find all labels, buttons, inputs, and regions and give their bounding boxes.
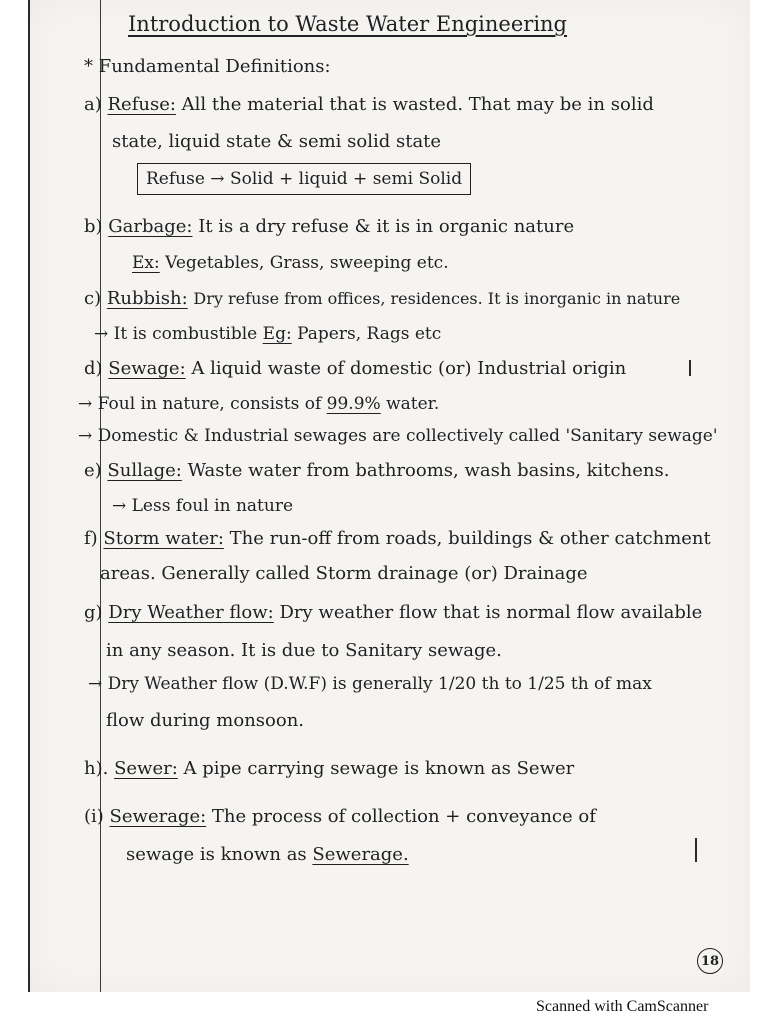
definition-storm-water xyxy=(84,530,711,548)
definition-text: A liquid waste of domestic (or) Industrial origin xyxy=(191,358,627,379)
definition-dry-weather-flow xyxy=(84,604,702,622)
refuse-box: Refuse → Solid + liquid + semi Solid xyxy=(137,163,471,195)
sewage-note-2: → Domestic & Industrial sewages are collectively called 'Sanitary sewage' xyxy=(78,426,718,446)
definition-text-cont: in any season. It is due to Sanitary sewage. xyxy=(106,640,502,661)
margin-line xyxy=(100,0,101,992)
definition-text: Waste water from bathrooms, wash basins, kitchens. xyxy=(187,460,670,481)
example-text: Vegetables, Grass, sweeping etc. xyxy=(165,253,449,273)
item-marker: f) xyxy=(84,528,98,549)
definition-rubbish xyxy=(84,290,680,308)
percent-value: 99.9% xyxy=(326,394,381,414)
definition-sewerage xyxy=(84,808,596,826)
example-text: Papers, Rags etc xyxy=(297,324,442,344)
item-marker: e) xyxy=(84,460,102,481)
item-marker: g) xyxy=(84,602,103,623)
definition-text: sewage is known as xyxy=(126,844,307,865)
term-sewerage: Sewerage: xyxy=(109,806,207,827)
rubbish-note xyxy=(94,326,441,343)
example-label: Eg: xyxy=(262,324,292,344)
term-sullage: Sullage: xyxy=(107,460,182,481)
sewerage-text-cont xyxy=(126,846,409,864)
definition-text: The run-off from roads, buildings & other catchment xyxy=(229,528,711,549)
term-dry-weather-flow: Dry Weather flow: xyxy=(108,602,274,623)
definition-text: Dry weather flow that is normal flow available xyxy=(279,602,703,623)
margin-tick xyxy=(695,838,697,862)
term-sewage: Sewage: xyxy=(108,358,186,379)
scanner-watermark: Scanned with CamScanner xyxy=(536,998,709,1015)
definition-text: A pipe carrying sewage is known as Sewer xyxy=(183,758,575,779)
item-marker: c) xyxy=(84,288,102,309)
definition-text: Dry refuse from offices, residences. It is inorganic in nature xyxy=(193,289,681,308)
item-marker: (i) xyxy=(84,806,104,827)
item-marker: d) xyxy=(84,358,103,379)
sullage-note: → Less foul in nature xyxy=(112,496,294,516)
definition-sullage xyxy=(84,462,669,480)
item-marker: b) xyxy=(84,216,103,237)
definition-text: The process of collection + conveyance of xyxy=(211,806,596,827)
term-garbage: Garbage: xyxy=(108,216,193,237)
definition-text: All the material that is wasted. That may be in solid xyxy=(181,94,654,115)
definition-sewage xyxy=(84,360,626,378)
item-marker: h). xyxy=(84,758,109,779)
term-sewer: Sewer: xyxy=(114,758,178,779)
page-number: 18 xyxy=(697,948,723,974)
definition-text: It is a dry refuse & it is in organic nature xyxy=(198,216,575,237)
term-rubbish: Rubbish: xyxy=(106,288,188,309)
definition-text-cont: areas. Generally called Storm drainage (or) Drainage xyxy=(100,563,588,584)
term-storm-water: Storm water: xyxy=(103,528,224,549)
term-refuse: Refuse: xyxy=(107,94,176,115)
section-heading: * Fundamental Definitions: xyxy=(84,56,331,77)
sewage-note-1 xyxy=(78,396,439,413)
definition-refuse xyxy=(84,96,654,114)
item-marker: a) xyxy=(84,94,102,115)
definition-garbage xyxy=(84,218,574,236)
page-title: Introduction to Waste Water Engineering xyxy=(128,12,568,36)
definition-text-cont: state, liquid state & semi solid state xyxy=(112,131,442,152)
note-text: → It is combustible xyxy=(94,324,258,344)
term-sewerage-underlined: Sewerage. xyxy=(312,844,409,865)
note-text: water. xyxy=(386,394,440,414)
margin-tick xyxy=(689,360,691,376)
garbage-example xyxy=(132,255,449,272)
dwf-note-cont: flow during monsoon. xyxy=(106,710,305,731)
definition-sewer xyxy=(84,760,574,778)
dwf-note: → Dry Weather flow (D.W.F) is generally 1/20 th to 1/25 th of max xyxy=(88,674,652,694)
note-text: → Foul in nature, consists of xyxy=(78,394,322,414)
example-label: Ex: xyxy=(132,253,160,273)
